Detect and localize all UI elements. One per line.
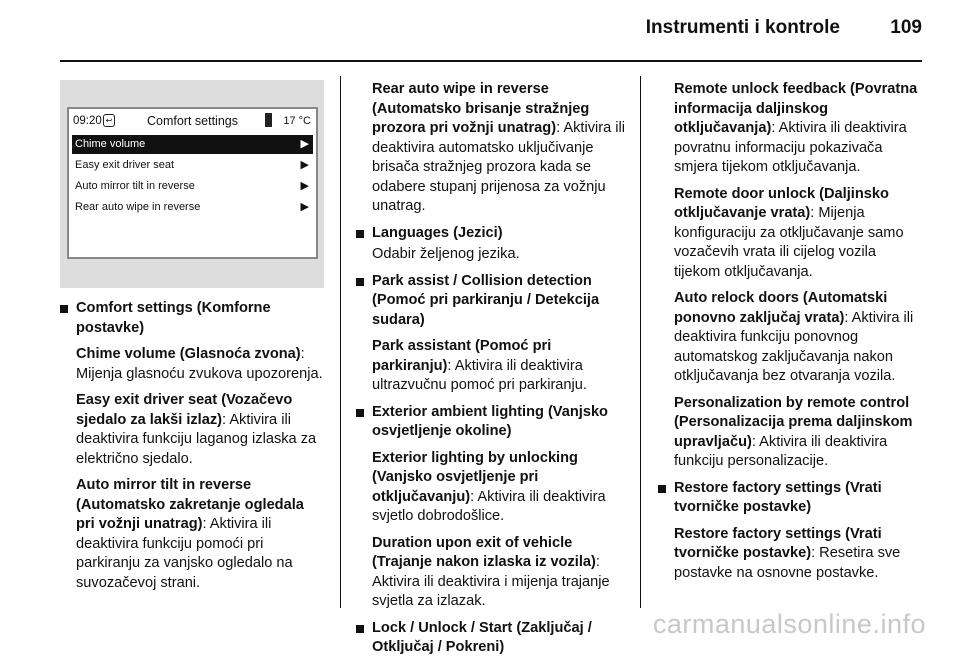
- item-heading: Easy exit driver seat (Vozačevo sjedalo za lakši izlaz): [76, 392, 293, 428]
- thermometer-icon: [265, 113, 272, 127]
- item-text: : Mijenja konfiguraciju za otključavanje samo vozačevih vrata ili cijelog vozila tijekom otključavanja.: [674, 205, 904, 280]
- bullet-comfort-settings: [60, 299, 324, 338]
- item-text: : Aktivira ili deaktivira funkciju pomoći pri parkiranju za vanjsko ogledalo na suvozačevoj strani.: [76, 516, 293, 591]
- chevron-right-icon: ▶: [300, 138, 309, 150]
- menu-item-label: Chime volume: [75, 138, 146, 150]
- menu-item-label: Easy exit driver seat: [75, 159, 175, 171]
- item-text: : Aktivira ili deaktivira automatsko uključivanje brisača stražnjeg prozora kada se odabere stupanj prijenosa za vožnju unatrag.: [372, 120, 625, 214]
- bullet-exterior-lighting: [356, 403, 626, 442]
- paragraph-rear-wipe: [356, 80, 626, 217]
- screen-title: Comfort settings: [146, 114, 238, 128]
- paragraph-exit-duration: [356, 534, 626, 612]
- item-text: : Aktivira ili deaktivira ultrazvučnu pomoć pri parkiranju.: [372, 357, 587, 393]
- bullet-restore-factory: [658, 479, 926, 518]
- chevron-right-icon: ▶: [300, 201, 309, 213]
- menu-item-auto-mirror-tilt[interactable]: [72, 177, 313, 196]
- item-text: : Aktivira ili deaktivira svjetlo dobrodošlice.: [372, 488, 606, 524]
- column-divider: [340, 76, 341, 608]
- paragraph-chime-volume: [60, 345, 324, 384]
- screen-temperature: 17 °C: [283, 115, 311, 127]
- item-heading: Exterior lighting by unlocking (Vanjsko osvjetljenje pri otključavanju): [372, 449, 578, 505]
- item-heading: Duration upon exit of vehicle (Trajanje nakon izlaska iz vozila): [372, 534, 596, 570]
- paragraph-easy-exit: [60, 391, 324, 469]
- section-heading: Restore factory settings (Vrati tvorničke postavke): [674, 479, 882, 515]
- item-heading: Auto mirror tilt in reverse (Automatsko zakretanje ogledala pri vožnji unatrag): [76, 477, 304, 532]
- page-header-title: Instrumenti i kontrole: [645, 17, 840, 38]
- left-column: [60, 299, 324, 600]
- item-heading: Restore factory settings (Vrati tvorničke postavke): [674, 525, 882, 561]
- item-text: : Aktivira ili deaktivira i mijenja trajanje svjetla za izlazak.: [372, 554, 610, 609]
- right-column: [658, 80, 926, 590]
- section-heading: Languages (Jezici): [372, 224, 503, 241]
- paragraph-remote-unlock-feedback: [658, 80, 926, 178]
- paragraph-auto-mirror: [60, 476, 324, 593]
- chevron-right-icon: ▶: [300, 180, 309, 192]
- paragraph-remote-door-unlock: [658, 185, 926, 283]
- menu-item-rear-auto-wipe[interactable]: [72, 198, 313, 217]
- screen-status-bar: [69, 109, 316, 133]
- paragraph-personalization: [658, 394, 926, 472]
- item-heading: Personalization by remote control (Personalizacija prema daljinskom upravljaču): [674, 394, 913, 450]
- item-heading: Chime volume (Glasnoća zvona): [76, 346, 301, 362]
- menu-item-easy-exit-driver-seat[interactable]: [72, 156, 313, 175]
- column-divider: [640, 76, 641, 608]
- item-heading: Remote unlock feedback (Povratna informacija daljinskog otključavanja): [674, 81, 918, 136]
- menu-item-label: Auto mirror tilt in reverse: [75, 180, 195, 192]
- display-screen: [67, 107, 318, 259]
- item-heading: Auto relock doors (Automatski ponovno zaključaj vrata): [674, 290, 888, 326]
- item-text: : Resetira sve postavke na osnovne postavke.: [674, 545, 901, 581]
- section-heading: Exterior ambient lighting (Vanjsko osvjetljenje okoline): [372, 403, 608, 439]
- header-rule: [60, 60, 922, 62]
- item-heading: Park assistant (Pomoć pri parkiranju): [372, 338, 552, 374]
- bullet-park-assist: [356, 272, 626, 331]
- bullet-languages: [356, 224, 626, 244]
- comfort-settings-screen-figure: [60, 80, 324, 288]
- item-text: : Aktivira ili deaktivira povratnu informaciju pokazivača smjera tijekom otključavanja.: [674, 120, 907, 175]
- paragraph-restore-factory: [658, 525, 926, 584]
- back-icon: ↩: [103, 114, 115, 127]
- middle-column: [356, 80, 626, 665]
- section-heading: Comfort settings (Komforne postavke): [76, 300, 271, 336]
- chevron-right-icon: ▶: [300, 159, 309, 171]
- item-text: : Aktivira ili deaktivira funkciju laganog izlaska za električno sjedalo.: [76, 411, 317, 467]
- section-heading: Park assist / Collision detection (Pomoć pri parkiranju / Detekcija sudara): [372, 272, 600, 328]
- section-heading: Lock / Unlock / Start (Zaključaj / Otključaj / Pokreni): [372, 619, 592, 655]
- item-text: : Aktivira ili deaktivira funkciju personalizacije.: [674, 433, 888, 469]
- paragraph-park-assistant: [356, 337, 626, 396]
- page-number: 109: [890, 17, 922, 38]
- screen-time: 09:20: [73, 115, 102, 127]
- bullet-lock-unlock-start: [356, 619, 626, 658]
- menu-item-label: Rear auto wipe in reverse: [75, 201, 201, 213]
- menu-item-chime-volume[interactable]: [72, 135, 313, 154]
- paragraph-languages: Odabir željenog jezika.: [372, 246, 520, 262]
- watermark: carmanualsonline.info: [652, 609, 926, 639]
- item-text: : Aktivira ili deaktivira funkciju ponovnog automatskog zaključavanja nakon otključavanja bez otvaranja vozila.: [674, 309, 914, 384]
- item-heading: Rear auto wipe in reverse (Automatsko brisanje stražnjeg prozora pri vožnji unatrag): [372, 81, 590, 136]
- item-heading: Remote door unlock (Daljinsko otključavanje vrata): [674, 185, 889, 221]
- paragraph-unlock-lighting: [356, 449, 626, 527]
- item-text: : Mijenja glasnoću zvukova upozorenja.: [76, 346, 323, 382]
- paragraph-auto-relock: [658, 289, 926, 387]
